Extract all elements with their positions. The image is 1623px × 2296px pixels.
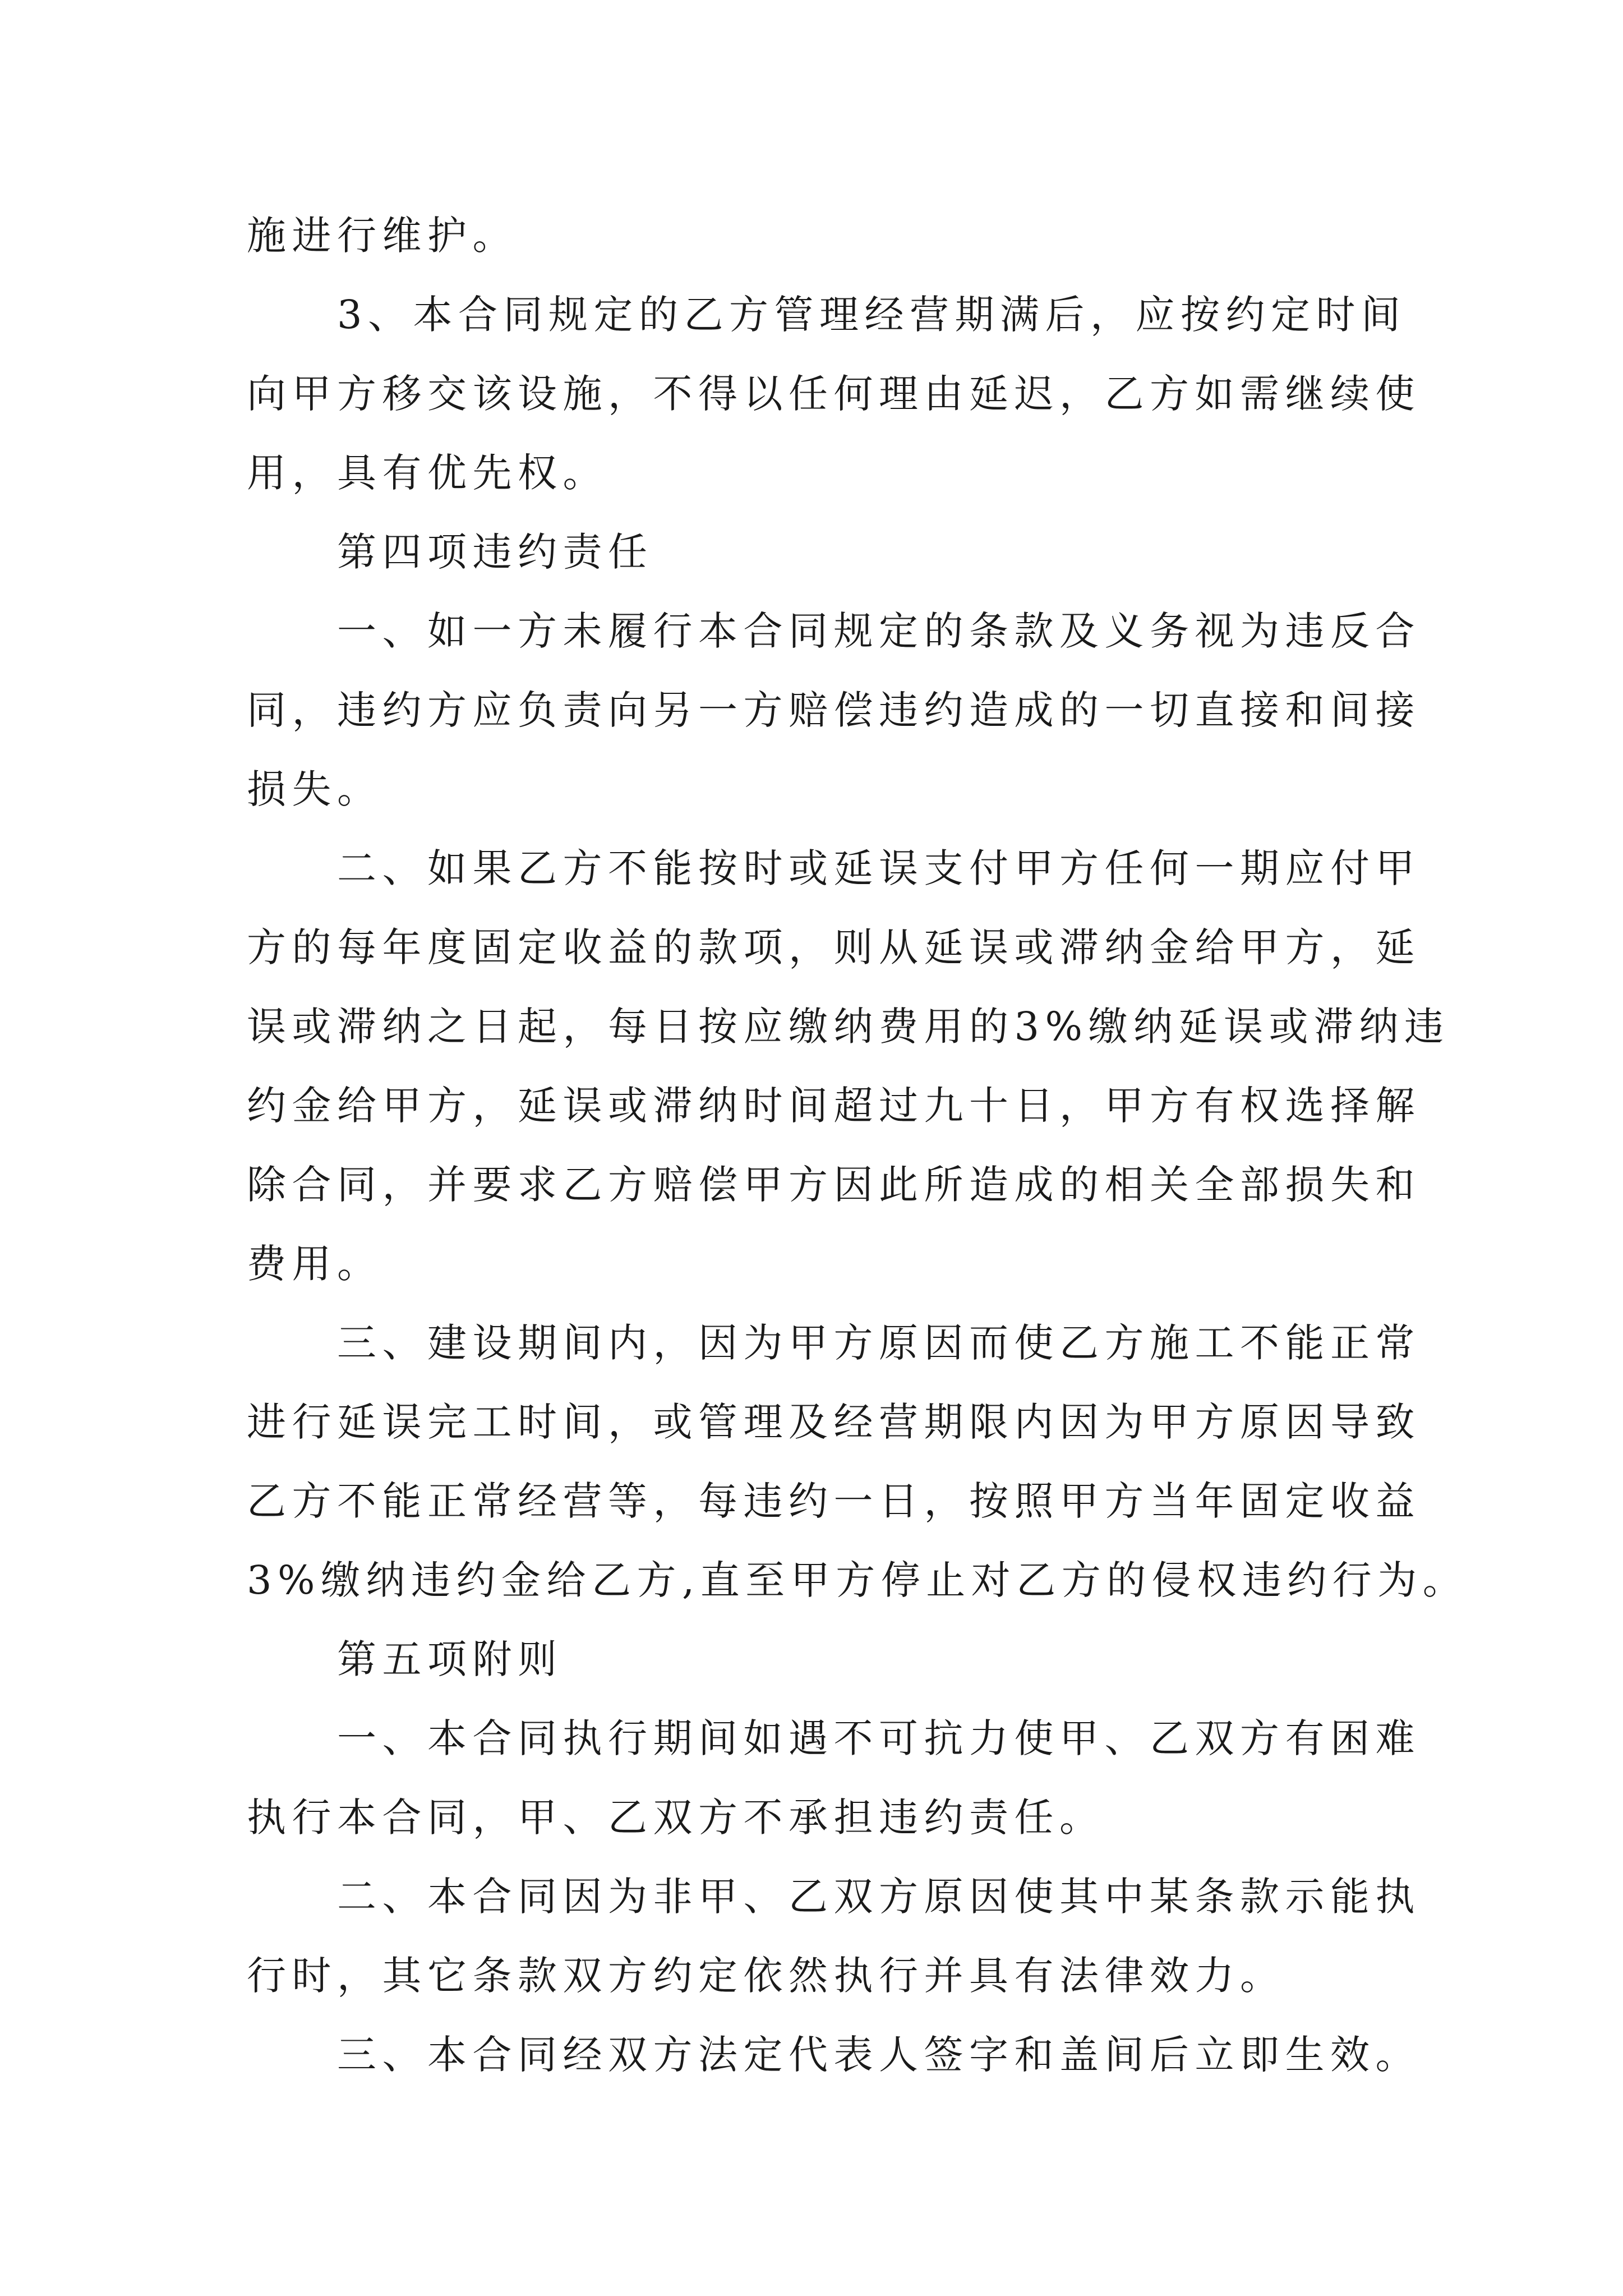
text-line: 行时，其它条款双方约定依然执行并具有法律效力。 xyxy=(247,1953,1285,1999)
text-line: 一、如一方未履行本合同规定的条款及义务视为违反合 xyxy=(247,608,1421,654)
text-line: 一、本合同执行期间如遇不可抗力使甲、乙双方有困难 xyxy=(247,1715,1421,1761)
text-line: 三、本合同经双方法定代表人签字和盖间后立即生效。 xyxy=(247,2032,1421,2078)
text-line: 执行本合同，甲、乙双方不承担违约责任。 xyxy=(247,1795,1105,1841)
text-line: 3%缴纳违约金给乙方,直至甲方停止对乙方的侵权违约行为。 xyxy=(247,1557,1468,1603)
text-line: 用，具有优先权。 xyxy=(247,450,608,496)
text-line: 三、建设期间内，因为甲方原因而使乙方施工不能正常 xyxy=(247,1320,1421,1366)
text-line: 误或滞纳之日起，每日按应缴纳费用的3%缴纳延误或滞纳违 xyxy=(247,1004,1450,1050)
text-line: 损失。 xyxy=(247,766,382,812)
text-line: 二、本合同因为非甲、乙双方原因使其中某条款示能执 xyxy=(247,1874,1421,1920)
text-line: 向甲方移交该设施，不得以任何理由延迟，乙方如需继续使 xyxy=(247,371,1421,417)
section-heading: 第四项违约责任 xyxy=(247,529,653,575)
text-line: 约金给甲方，延误或滞纳时间超过九十日，甲方有权选择解 xyxy=(247,1083,1421,1129)
text-line: 费用。 xyxy=(247,1241,382,1287)
section-heading: 第五项附则 xyxy=(247,1636,563,1682)
text-line: 乙方不能正常经营等，每违约一日，按照甲方当年固定收益 xyxy=(247,1478,1421,1524)
text-line: 同，违约方应负责向另一方赔偿违约造成的一切直接和间接 xyxy=(247,687,1421,733)
text-line: 进行延误完工时间，或管理及经营期限内因为甲方原因导致 xyxy=(247,1399,1421,1445)
text-line: 施进行维护。 xyxy=(247,213,518,259)
text-line: 方的每年度固定收益的款项，则从延误或滞纳金给甲方，延 xyxy=(247,924,1421,970)
text-line: 除合同，并要求乙方赔偿甲方因此所造成的相关全部损失和 xyxy=(247,1162,1421,1208)
text-line: 3、本合同规定的乙方管理经营期满后，应按约定时间 xyxy=(247,292,1407,338)
text-line: 二、如果乙方不能按时或延误支付甲方任何一期应付甲 xyxy=(247,845,1421,891)
